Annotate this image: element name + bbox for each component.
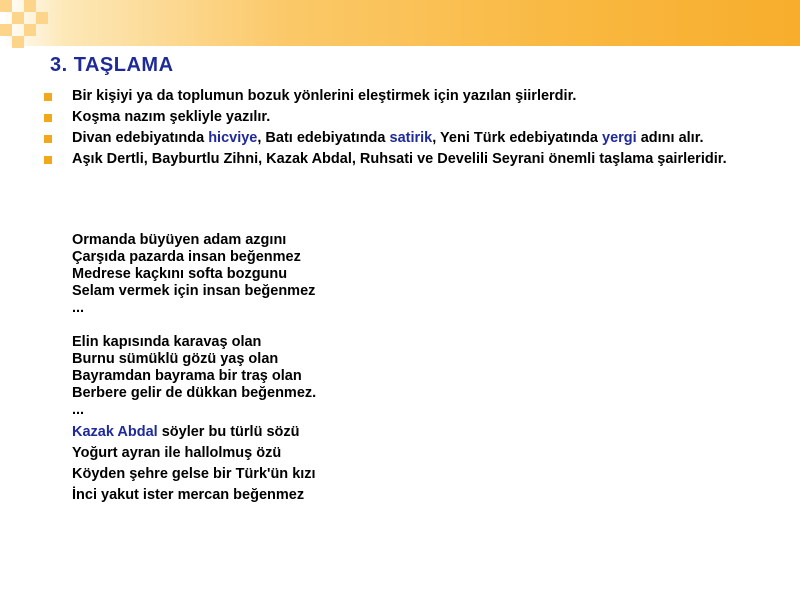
poem-line: Köyden şehre gelse bir Türk'ün kızı: [72, 466, 316, 482]
bullet-text-part: adını alır.: [636, 130, 704, 146]
poem-stanza-3: [72, 422, 472, 506]
top-decorative-band: [0, 0, 800, 46]
bullet-text-part: , Yeni Türk edebiyatında: [432, 130, 603, 146]
poem-line: Medrese kaçkını softa bozgunu: [72, 266, 288, 282]
term-yergi: yergi: [602, 130, 637, 146]
poem-stanza-2: [72, 334, 472, 419]
bullet-item: [42, 151, 742, 168]
term-hicviye: hicviye: [208, 130, 258, 146]
poem-line-rest: söyler bu türlü sözü: [157, 424, 300, 440]
poem-line: Bayramdan bayrama bir traş olan: [72, 368, 302, 384]
bullet-list: [42, 88, 742, 172]
poem-line: ...: [72, 402, 85, 418]
poem-line: Elin kapısında karavaş olan: [72, 334, 262, 350]
poem-line: [72, 422, 472, 443]
bullet-text: Bir kişiyi ya da toplumun bozuk yönlerini eleştirmek için yazılan şiirlerdir.: [72, 88, 577, 104]
poem-line: Çarşıda pazarda insan beğenmez: [72, 249, 301, 265]
bullet-square-icon: [44, 114, 52, 122]
bullet-square-icon: [44, 93, 52, 101]
poem-line: Yoğurt ayran ile hallolmuş özü: [72, 445, 282, 461]
bullet-item: [42, 109, 742, 126]
bullet-text: Aşık Dertli, Bayburtlu Zihni, Kazak Abdal, Ruhsati ve Develili Seyrani önemli taşlama şairleridir.: [72, 151, 727, 167]
poem-stanza-1: [72, 232, 472, 317]
poem-line: ...: [72, 300, 85, 316]
poem-line: Berbere gelir de dükkan beğenmez.: [72, 385, 317, 401]
slide-title: 3. TAŞLAMA: [50, 54, 174, 76]
poem-line: Ormanda büyüyen adam azgını: [72, 232, 287, 248]
bullet-text: Koşma nazım şekliyle yazılır.: [72, 109, 271, 125]
bullet-square-icon: [44, 156, 52, 164]
bullet-text-part: , Batı edebiyatında: [257, 130, 390, 146]
corner-checker-pattern: [0, 0, 60, 48]
term-satirik: satirik: [389, 130, 433, 146]
poem-line: Burnu sümüklü gözü yaş olan: [72, 351, 279, 367]
poem-line: Selam vermek için insan beğenmez: [72, 283, 316, 299]
bullet-item: [42, 88, 742, 105]
poem-line: İnci yakut ister mercan beğenmez: [72, 487, 305, 503]
bullet-item: [42, 130, 742, 147]
bullet-square-icon: [44, 135, 52, 143]
poet-name: Kazak Abdal: [72, 424, 158, 440]
bullet-text-part: Divan edebiyatında: [72, 130, 209, 146]
